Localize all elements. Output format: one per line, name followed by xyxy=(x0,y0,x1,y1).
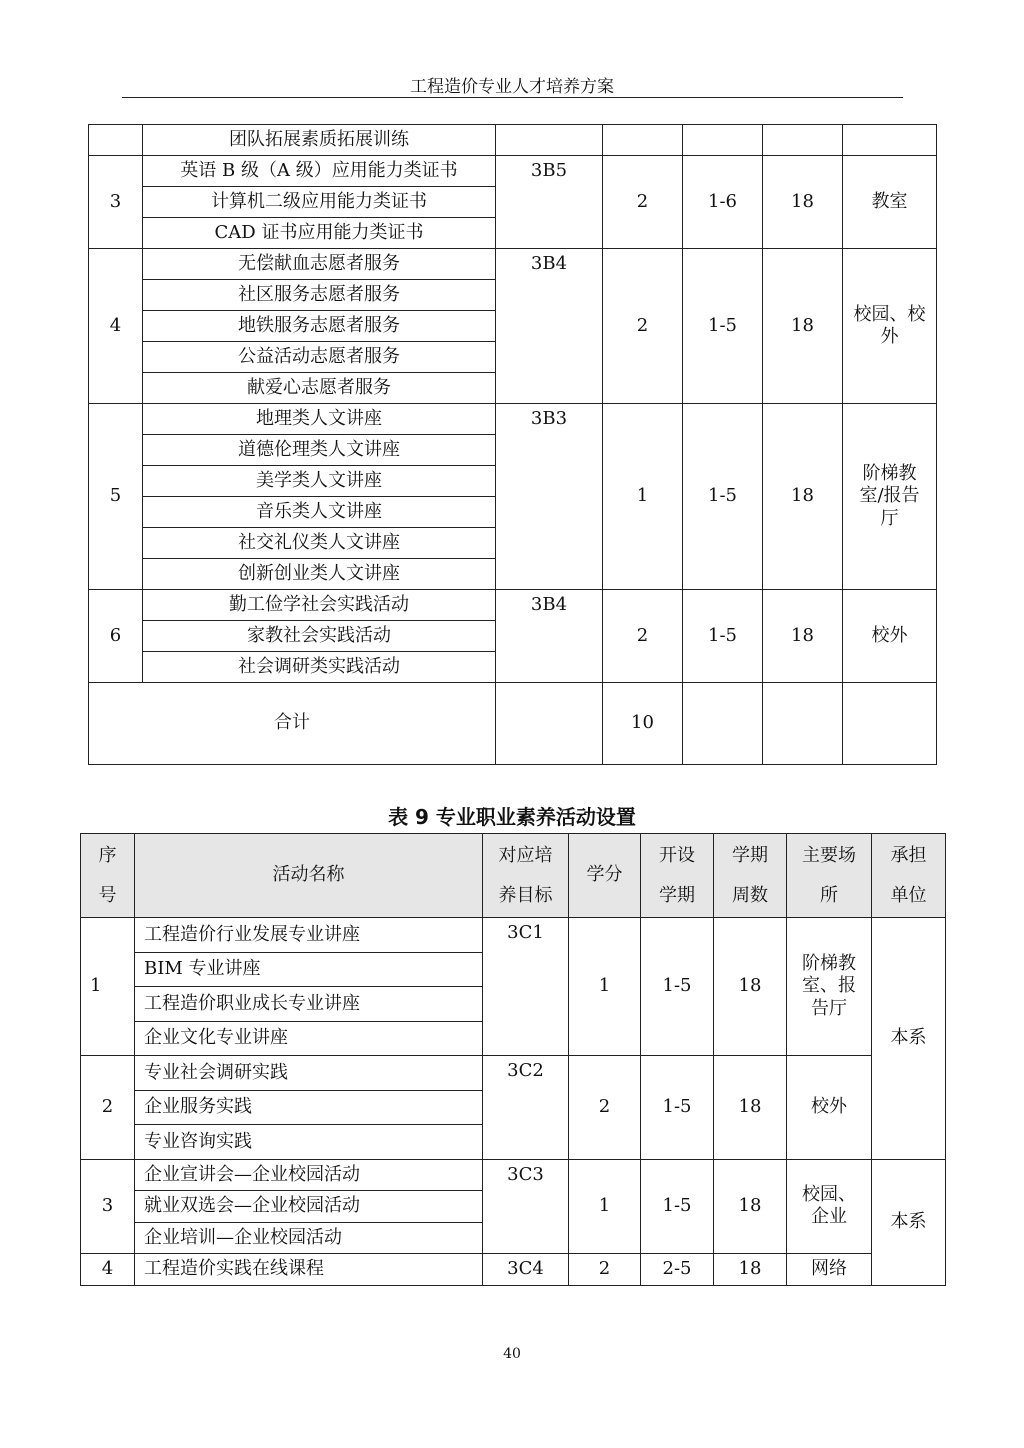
header-line: 序 xyxy=(98,844,117,866)
term-cell: 1-5 xyxy=(683,590,763,683)
term-cell: 1-5 xyxy=(683,249,763,404)
target-cell xyxy=(496,125,603,156)
activity-name: 工程造价职业成长专业讲座 xyxy=(135,987,483,1022)
table-row xyxy=(89,156,937,187)
activity-name: 创新创业类人文讲座 xyxy=(143,559,496,590)
running-header: 工程造价专业人才培养方案 xyxy=(410,77,614,97)
activity-name: 英语 B 级（A 级）应用能力类证书 xyxy=(143,156,496,187)
term-cell: 1-5 xyxy=(641,918,714,1056)
target-cell: 3C2 xyxy=(483,1056,569,1160)
credit-cell: 1 xyxy=(569,1159,641,1254)
weeks-cell: 18 xyxy=(763,156,843,249)
weeks-cell: 18 xyxy=(714,1254,787,1286)
target-cell: 3B4 xyxy=(496,249,603,404)
header-no xyxy=(81,834,135,918)
activity-name: 团队拓展素质拓展训练 xyxy=(143,125,496,156)
place-cell: 阶梯教室/报告厅 xyxy=(843,404,937,590)
total-credit: 10 xyxy=(603,683,683,765)
term-cell: 1-5 xyxy=(641,1159,714,1254)
term-cell xyxy=(683,125,763,156)
row-number: 5 xyxy=(89,404,143,590)
place-cell: 阶梯教室、报告厅 xyxy=(787,918,872,1056)
activity-name: CAD 证书应用能力类证书 xyxy=(143,218,496,249)
credit-cell: 2 xyxy=(569,1056,641,1160)
activity-name: 企业宣讲会—企业校园活动 xyxy=(135,1159,483,1191)
term-cell: 1-6 xyxy=(683,156,763,249)
activity-name: 企业培训—企业校园活动 xyxy=(135,1222,483,1254)
credit-cell: 2 xyxy=(603,249,683,404)
activity-name: 道德伦理类人文讲座 xyxy=(143,435,496,466)
credit-cell: 2 xyxy=(569,1254,641,1286)
target-cell xyxy=(496,683,603,765)
header-line: 号 xyxy=(98,884,117,906)
place-cell xyxy=(843,125,937,156)
target-cell: 3C3 xyxy=(483,1159,569,1254)
term-cell: 1-5 xyxy=(641,1056,714,1160)
activity-name: 工程造价行业发展专业讲座 xyxy=(135,918,483,953)
activity-name: 地理类人文讲座 xyxy=(143,404,496,435)
header-rule xyxy=(122,97,903,98)
total-row xyxy=(89,683,937,765)
table-row xyxy=(89,125,937,156)
row-number: 1 xyxy=(81,918,135,1056)
activity-name: 社区服务志愿者服务 xyxy=(143,280,496,311)
credit-cell xyxy=(603,125,683,156)
weeks-cell: 18 xyxy=(714,1159,787,1254)
weeks-cell xyxy=(763,125,843,156)
header-term xyxy=(641,834,714,918)
table-row xyxy=(89,404,937,435)
activity-name: 献爱心志愿者服务 xyxy=(143,373,496,404)
target-cell: 3B5 xyxy=(496,156,603,249)
credit-cell: 2 xyxy=(603,590,683,683)
header-unit xyxy=(872,834,946,918)
activity-table-continued xyxy=(88,124,937,765)
target-cell: 3B4 xyxy=(496,590,603,683)
professional-activity-table xyxy=(80,833,946,1286)
table-row xyxy=(89,249,937,280)
place-cell: 校外 xyxy=(787,1056,872,1160)
table-header-row xyxy=(81,834,946,918)
weeks-cell xyxy=(763,683,843,765)
unit-cell: 本系 xyxy=(872,918,946,1160)
activity-name: 美学类人文讲座 xyxy=(143,466,496,497)
row-number: 6 xyxy=(89,590,143,683)
activity-name: 社会调研类实践活动 xyxy=(143,652,496,683)
header-name: 活动名称 xyxy=(135,834,483,918)
place-cell: 教室 xyxy=(843,156,937,249)
table-row xyxy=(81,1056,946,1091)
header-line: 养目标 xyxy=(498,884,553,906)
header-line: 开设 xyxy=(659,844,695,866)
header-line: 主要场 xyxy=(802,844,856,866)
header-line: 对应培 xyxy=(498,844,553,866)
row-number: 3 xyxy=(81,1159,135,1254)
weeks-cell: 18 xyxy=(714,1056,787,1160)
header-line: 单位 xyxy=(890,884,927,906)
term-cell xyxy=(683,683,763,765)
term-cell: 2-5 xyxy=(641,1254,714,1286)
row-number: 4 xyxy=(81,1254,135,1286)
activity-name: 就业双选会—企业校园活动 xyxy=(135,1191,483,1223)
table-row xyxy=(81,918,946,953)
table-row xyxy=(81,1159,946,1191)
place-cell xyxy=(843,683,937,765)
place-cell: 校外 xyxy=(843,590,937,683)
activity-name: BIM 专业讲座 xyxy=(135,952,483,987)
term-cell: 1-5 xyxy=(683,404,763,590)
activity-name: 无偿献血志愿者服务 xyxy=(143,249,496,280)
unit-cell: 本系 xyxy=(872,1159,946,1285)
row-number xyxy=(89,125,143,156)
activity-name: 社交礼仪类人文讲座 xyxy=(143,528,496,559)
header-weeks xyxy=(714,834,787,918)
target-cell: 3B3 xyxy=(496,404,603,590)
row-number: 4 xyxy=(89,249,143,404)
weeks-cell: 18 xyxy=(763,249,843,404)
row-number: 3 xyxy=(89,156,143,249)
activity-name: 专业社会调研实践 xyxy=(135,1056,483,1091)
activity-name: 工程造价实践在线课程 xyxy=(135,1254,483,1286)
place-cell: 校园、企业 xyxy=(787,1159,872,1254)
header-line: 所 xyxy=(820,884,838,906)
activity-name: 企业文化专业讲座 xyxy=(135,1021,483,1056)
header-line: 周数 xyxy=(732,884,768,906)
activity-name: 音乐类人文讲座 xyxy=(143,497,496,528)
credit-cell: 1 xyxy=(603,404,683,590)
credit-cell: 1 xyxy=(569,918,641,1056)
header-line: 承担 xyxy=(890,844,927,866)
target-cell: 3C1 xyxy=(483,918,569,1056)
place-cell: 网络 xyxy=(787,1254,872,1286)
weeks-cell: 18 xyxy=(763,590,843,683)
row-number: 2 xyxy=(81,1056,135,1160)
header-target xyxy=(483,834,569,918)
weeks-cell: 18 xyxy=(714,918,787,1056)
activity-name: 家教社会实践活动 xyxy=(143,621,496,652)
activity-name: 地铁服务志愿者服务 xyxy=(143,311,496,342)
place-cell: 校园、校外 xyxy=(843,249,937,404)
table-row xyxy=(89,590,937,621)
target-cell: 3C4 xyxy=(483,1254,569,1286)
activity-name: 企业服务实践 xyxy=(135,1090,483,1125)
credit-cell: 2 xyxy=(603,156,683,249)
header-place xyxy=(787,834,872,918)
header-line: 学期 xyxy=(732,844,768,866)
table-caption: 表 9 专业职业素养活动设置 xyxy=(388,805,636,829)
header-line: 学期 xyxy=(659,884,695,906)
activity-name: 计算机二级应用能力类证书 xyxy=(143,187,496,218)
table-row xyxy=(81,1254,946,1286)
header-credit: 学分 xyxy=(569,834,641,918)
page-number: 40 xyxy=(503,1346,521,1362)
total-label: 合计 xyxy=(89,683,496,765)
activity-name: 专业咨询实践 xyxy=(135,1125,483,1160)
activity-name: 公益活动志愿者服务 xyxy=(143,342,496,373)
activity-name: 勤工俭学社会实践活动 xyxy=(143,590,496,621)
weeks-cell: 18 xyxy=(763,404,843,590)
